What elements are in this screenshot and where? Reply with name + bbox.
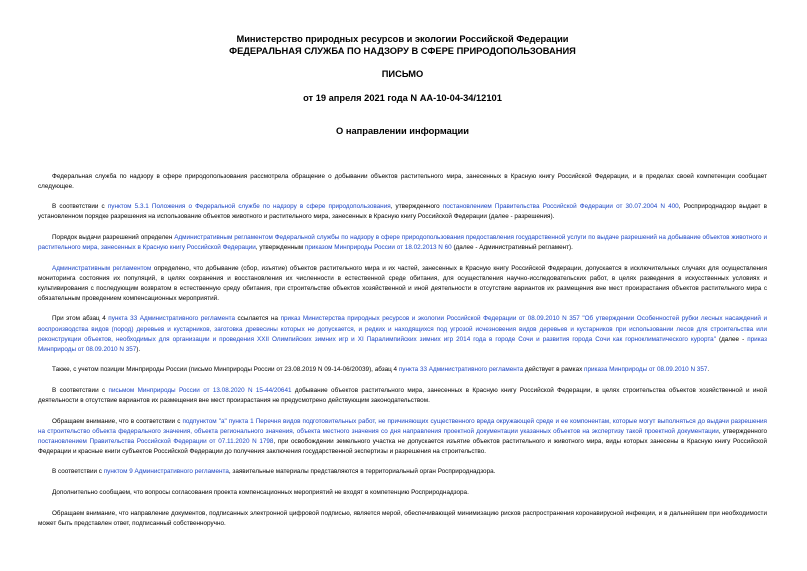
paragraph-text: .	[707, 366, 710, 374]
paragraph-text: Обращаем внимание, что в соответствии с	[52, 417, 183, 425]
paragraph-text: действует в рамках	[523, 366, 585, 374]
paragraph-text: , утвержденного	[390, 203, 443, 211]
link-order-60[interactable]: приказом Минприроды России от 18.02.2013 N 60	[304, 243, 452, 251]
link-government-decree-400[interactable]: постановлением Правительства Российской Федерации от 30.07.2004 N 400	[442, 203, 679, 211]
paragraph-4	[38, 264, 767, 304]
link-clause-33[interactable]: пункта 33 Административного регламента	[398, 366, 524, 374]
paragraph-text: , утвержденным	[255, 243, 305, 251]
link-administrative-regulation[interactable]: Административным регламентом	[52, 264, 152, 272]
paragraph-8	[38, 417, 767, 457]
link-regulation-5-3-1[interactable]: пунктом 5.3.1 Положения о Федеральной службе по надзору в сфере природопользования	[107, 203, 391, 211]
doc-type: ПИСЬМО	[381, 69, 424, 79]
paragraph-2	[38, 202, 767, 222]
paragraph-text: ).	[136, 345, 141, 353]
paragraph-7	[38, 386, 767, 406]
paragraph-text: , Росприроднадзор выдает в установленном порядке разрешения на использование объектов животного и растительного мира, занесенных в Красную книгу Российской Федерации (далее - разрешения).	[38, 203, 767, 221]
link-administrative-regulation[interactable]: Административным регламентом Федеральной службы по надзору в сфере природопользования предоставления государственной услуги по выдаче разрешений на добывание объектов животного и растительного мира, занесенных в Красную книгу Российской Федерации	[38, 233, 767, 251]
link-subclause-a[interactable]: подпунктом "а" пункта 1 Перечня видов подготовительных работ, не причиняющих существенного вреда окружающей среде и ее компонентам, которые могут выполняться до выдачи разрешения на строительство объекта федерального значения, объекта регионального значения, объекта местного значения со дня направления проектной документации указанных объектов на экспертизу такой проектной документации	[38, 417, 767, 435]
paragraph-text: ссылается на	[234, 315, 281, 323]
paragraph-text: В соответствии с	[52, 468, 104, 476]
paragraph-text: Порядок выдачи разрешений определен	[52, 233, 175, 241]
paragraph-9	[38, 467, 767, 477]
paragraph-text: (далее - Административный регламент).	[451, 243, 573, 251]
ministry-name: Министерство природных ресурсов и экологии Российской Федерации	[236, 34, 569, 44]
paragraph-text: определено, что добывание (сбор, изъятие) объектов растительного мира и их частей, занесенных в Красную книгу Российской Федерации, допускается в исключительных случаях для осуществления мониторинга состояния их популяций, в целях сохранения и восстановления их численности в естественной среде обитания, для осуществления научно-исследовательских работ, в целях разведения в искусственных условиях и культивирования с последующим возвратом в естественную среду обитания, при строительстве объектов хозяйственной и иной деятельности в отсутствие вариантов их размещения вне мест произрастания объектов растительного мира с обязательным проведением компенсационных мероприятий.	[38, 264, 767, 302]
paragraph-5	[38, 314, 767, 354]
doc-subject: О направлении информации	[336, 126, 469, 136]
link-letter-15-44[interactable]: письмом Минприроды России от 13.08.2020 N 15-44/20641	[108, 386, 292, 394]
service-name: ФЕДЕРАЛЬНАЯ СЛУЖБА ПО НАДЗОРУ В СФЕРЕ ПРИРОДОПОЛЬЗОВАНИЯ	[229, 45, 576, 56]
paragraph-text: Обращаем внимание, что направление документов, подписанных электронной цифровой подписью, является мерой, обеспечивающей минимизацию рисков распространения коронавирусной инфекции, и в дальнейшем при необходимости может быть представлен ответ, подписанный собственноручно.	[38, 509, 767, 527]
paragraph-text: При этом абзац 4	[52, 315, 109, 323]
paragraph-3	[38, 233, 767, 253]
paragraph-text: , утвержденного	[718, 427, 767, 435]
doc-date-number: от 19 апреля 2021 года N АА-10-04-34/12101	[303, 92, 502, 103]
link-clause-9[interactable]: пунктом 9 Административного регламента	[103, 468, 229, 476]
link-order-357[interactable]: приказ Минприроды от 08.09.2010 N 357	[38, 335, 767, 353]
paragraph-1	[38, 172, 767, 192]
letter-body	[38, 172, 767, 529]
paragraph-text: Также, с учетом позиции Минприроды России (письмо Минприроды России от 23.08.2019 N 09-14-06/20039), абзац 4	[52, 366, 399, 374]
link-government-decree-1798[interactable]: постановлением Правительства Российской Федерации от 07.11.2020 N 1798	[38, 437, 274, 445]
paragraph-text: Федеральная служба по надзору в сфере природопользования рассмотрела обращение о добывании объектов растительного мира, занесенных в Красную книгу Российской Федерации, и в пределах своей компетенции сообщает следующее.	[38, 172, 767, 190]
paragraph-11	[38, 509, 767, 529]
paragraph-10	[38, 488, 767, 498]
link-order-357-full[interactable]: приказ Министерства природных ресурсов и экологии Российской Федерации от 08.09.2010 N 357 "Об утверждении Особенностей рубки лесных насаждений и воспроизводства видов (пород) деревьев и кустарников, заготовка древесины которых не допускается, и редких и находящихся под угрозой исчезновения видов деревьев и кустарников при использовании лесов для строительства или реконструкции объектов, необходимых для организации и проведения XXII Олимпийских зимних игр и XI Паралимпийских зимних игр 2014 года в городе Сочи и развития города Сочи как горноклиматического курорта"	[38, 315, 768, 343]
paragraph-6	[38, 365, 767, 375]
paragraph-text: Дополнительно сообщаем, что вопросы согласования проекта компенсационных мероприятий не входят в компетенцию Росприроднадзора.	[52, 489, 469, 497]
paragraph-text: В соответствии с	[52, 386, 109, 394]
link-clause-33[interactable]: пункта 33 Административного регламента	[108, 315, 235, 323]
paragraph-text: , при освобождении земельного участка не допускается изъятие объектов растительного и животного мира, виды которых занесены в Красную книгу Российской Федерации и красные книги субъектов Российской Федерации до получения заключения государственной экспертизы и разрешения на строительство.	[38, 437, 767, 455]
paragraph-text: В соответствии с	[52, 203, 108, 211]
paragraph-text: (далее -	[715, 335, 748, 343]
link-order-357[interactable]: приказа Минприроды от 08.09.2010 N 357	[584, 366, 708, 374]
paragraph-text: , заявительные материалы представляются в территориальный орган Росприроднадзора.	[228, 468, 496, 476]
paragraph-text: добывание объектов растительного мира, занесенных в Красную книгу Российской Федерации, в целях строительства объектов хозяйственной и иной деятельности в отсутствие вариантов их размещения вне мест произрастания не предусмотрено действующим законодательством.	[38, 386, 767, 404]
